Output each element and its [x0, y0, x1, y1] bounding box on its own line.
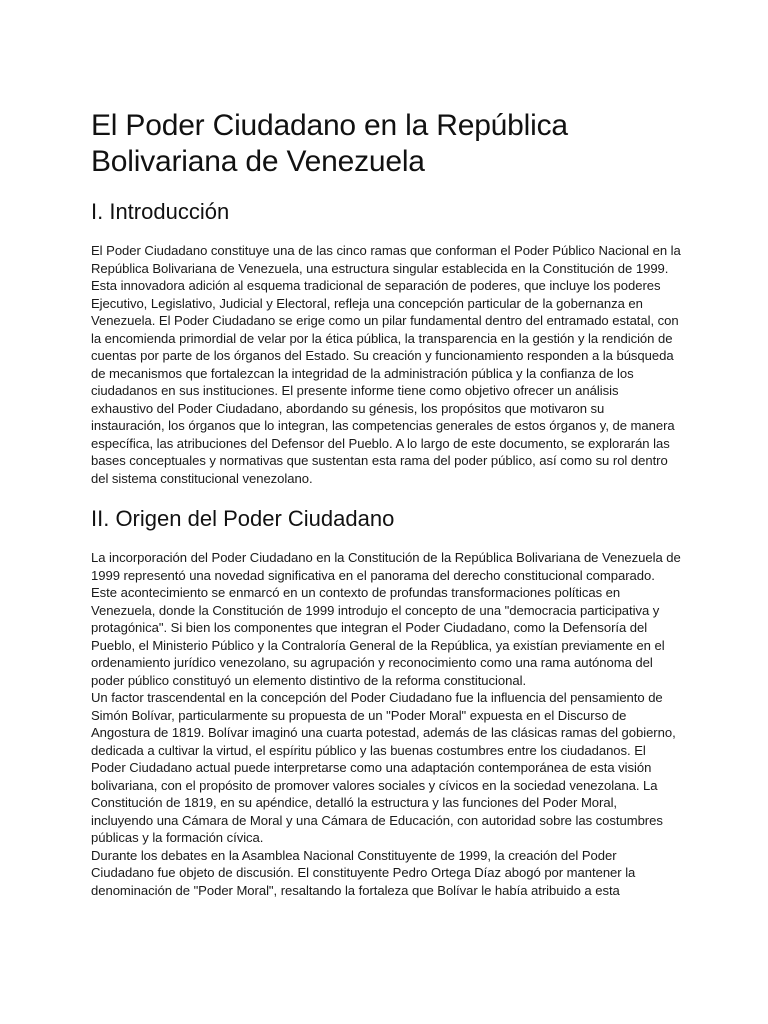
section-introduccion	[91, 198, 681, 487]
section-heading: I. Introducción	[91, 199, 230, 224]
paragraph: El Poder Ciudadano constituye una de las cinco ramas que conforman el Poder Público Nacional en la República Bolivariana de Venezuela, una estructura singular establecida en la Constitución de 1999. Esta innovadora adición al esquema tradicional de separación de poderes, que incluye los poderes Ejecutivo, Legislativo, Judicial y Electoral, refleja una concepción particular de la gobernanza en Venezuela. El Poder Ciudadano se erige como un pilar fundamental dentro del entramado estatal, con la encomienda primordial de velar por la ética pública, la transparencia en la gestión y la rendición de cuentas por parte de los órganos del Estado. Su creación y funcionamiento responden a la búsqueda de mecanismos que fortalezcan la integridad de la administración pública y la confianza de los ciudadanos en sus instituciones. El presente informe tiene como objetivo ofrecer un análisis exhaustivo del Poder Ciudadano, abordando su génesis, los propósitos que motivaron su instauración, los órganos que lo integran, las competencias generales de estos órganos y, de manera específica, las atribuciones del Defensor del Pueblo. A lo largo de este documento, se explorarán las bases conceptuales y normativas que sustentan esta rama del poder público, así como su rol dentro del sistema constitucional venezolano.	[91, 243, 681, 486]
paragraph: La incorporación del Poder Ciudadano en la Constitución de la República Bolivariana de Venezuela de 1999 representó una novedad significativa en el panorama del derecho constitucional comparado. Este acontecimiento se enmarcó en un contexto de profundas transformaciones políticas en Venezuela, donde la Constitución de 1999 introdujo el concepto de una "democracia participativa y protagónica". Si bien los componentes que integran el Poder Ciudadano, como la Defensoría del Pueblo, el Ministerio Público y la Contraloría General de la República, ya existían previamente en el ordenamiento jurídico venezolano, su agrupación y reconocimiento como una rama autónoma del poder público constituyó un elemento distintivo de la reforma constitucional.	[91, 550, 681, 688]
document-page	[91, 108, 681, 899]
document-title: El Poder Ciudadano en la República Bolivariana de Venezuela	[91, 109, 568, 178]
section-heading: II. Origen del Poder Ciudadano	[91, 506, 395, 531]
paragraph: Durante los debates en la Asamblea Nacional Constituyente de 1999, la creación del Poder Ciudadano fue objeto de discusión. El constituyente Pedro Ortega Díaz abogó por mantener la denominación de "Poder Moral", resaltando la fortaleza que Bolívar le había atribuido a esta	[91, 847, 636, 898]
paragraph: Un factor trascendental en la concepción del Poder Ciudadano fue la influencia del pensamiento de Simón Bolívar, particularmente su propuesta de un "Poder Moral" expuesta en el Discurso de Angostura de 1819. Bolívar imaginó una cuarta potestad, además de las clásicas ramas del gobierno, dedicada a cultivar la virtud, el espíritu público y las buenas costumbres entre los ciudadanos. El Poder Ciudadano actual puede interpretarse como una adaptación contemporánea de esta visión bolivariana, con el propósito de promover valores sociales y cívicos en la sociedad venezolana. La Constitución de 1819, en su apéndice, detalló la estructura y las funciones del Poder Moral, incluyendo una Cámara de Moral y una Cámara de Educación, con autoridad sobre las costumbres públicas y la formación cívica.	[91, 690, 676, 845]
section-origen	[91, 505, 681, 899]
